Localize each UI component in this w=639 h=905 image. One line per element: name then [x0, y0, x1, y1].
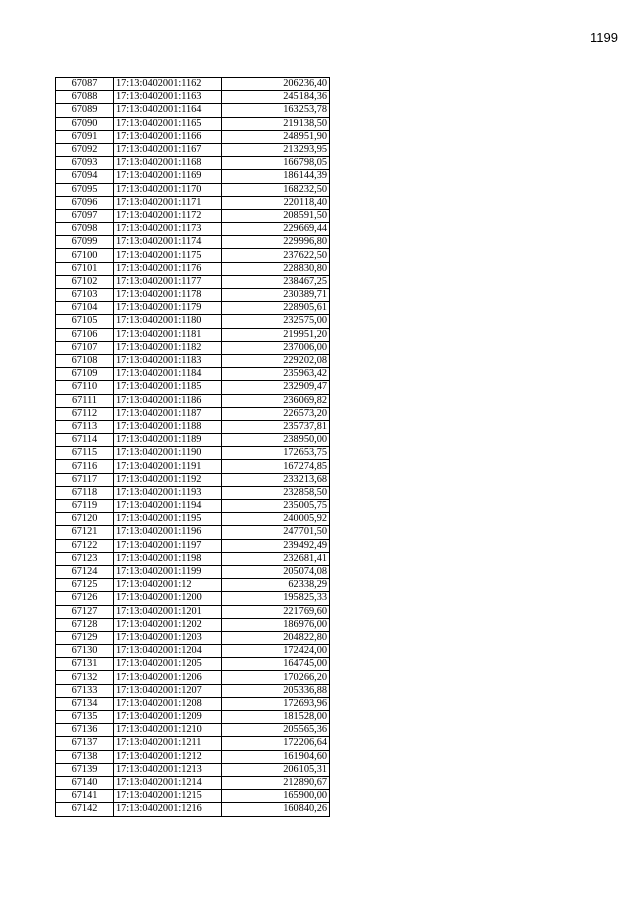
- cadastral-number: 17:13:0402001:1196: [114, 526, 222, 539]
- table-row: [56, 737, 330, 750]
- cadastral-value: 230389,71: [222, 289, 330, 302]
- cadastral-number: 17:13:0402001:1201: [114, 605, 222, 618]
- cadastral-number: 17:13:0402001:1168: [114, 157, 222, 170]
- row-number: 67094: [56, 170, 114, 183]
- cadastral-value: 248951,90: [222, 130, 330, 143]
- row-number: 67141: [56, 790, 114, 803]
- cadastral-number: 17:13:0402001:1175: [114, 249, 222, 262]
- row-number: 67126: [56, 592, 114, 605]
- cadastral-number: 17:13:0402001:1202: [114, 618, 222, 631]
- row-number: 67130: [56, 645, 114, 658]
- cadastral-number: 17:13:0402001:1199: [114, 565, 222, 578]
- cadastral-value: 213293,95: [222, 143, 330, 156]
- registry-table-body: [56, 78, 330, 817]
- cadastral-value: 206236,40: [222, 78, 330, 91]
- cadastral-value: 219138,50: [222, 117, 330, 130]
- cadastral-value: 229202,08: [222, 354, 330, 367]
- table-row: [56, 91, 330, 104]
- table-row: [56, 790, 330, 803]
- cadastral-value: 204822,80: [222, 631, 330, 644]
- row-number: 67105: [56, 315, 114, 328]
- cadastral-number: 17:13:0402001:1212: [114, 750, 222, 763]
- cadastral-value: 170266,20: [222, 671, 330, 684]
- row-number: 67121: [56, 526, 114, 539]
- cadastral-value: 237006,00: [222, 341, 330, 354]
- table-row: [56, 420, 330, 433]
- table-row: [56, 170, 330, 183]
- row-number: 67120: [56, 513, 114, 526]
- table-row: [56, 513, 330, 526]
- cadastral-value: 62338,29: [222, 579, 330, 592]
- cadastral-value: 239492,49: [222, 539, 330, 552]
- row-number: 67129: [56, 631, 114, 644]
- row-number: 67103: [56, 289, 114, 302]
- cadastral-value: 235963,42: [222, 368, 330, 381]
- cadastral-number: 17:13:0402001:1169: [114, 170, 222, 183]
- table-row: [56, 579, 330, 592]
- cadastral-value: 164745,00: [222, 658, 330, 671]
- cadastral-number: 17:13:0402001:1167: [114, 143, 222, 156]
- cadastral-number: 17:13:0402001:1189: [114, 434, 222, 447]
- cadastral-value: 228830,80: [222, 262, 330, 275]
- table-row: [56, 776, 330, 789]
- cadastral-value: 237622,50: [222, 249, 330, 262]
- cadastral-value: 212890,67: [222, 776, 330, 789]
- cadastral-value: 205336,88: [222, 684, 330, 697]
- table-row: [56, 183, 330, 196]
- row-number: 67136: [56, 724, 114, 737]
- page-number: 1199: [590, 30, 618, 45]
- cadastral-value: 238467,25: [222, 275, 330, 288]
- row-number: 67133: [56, 684, 114, 697]
- cadastral-value: 235737,81: [222, 420, 330, 433]
- row-number: 67122: [56, 539, 114, 552]
- table-row: [56, 631, 330, 644]
- row-number: 67087: [56, 78, 114, 91]
- row-number: 67135: [56, 711, 114, 724]
- row-number: 67099: [56, 236, 114, 249]
- row-number: 67119: [56, 500, 114, 513]
- cadastral-number: 17:13:0402001:1163: [114, 91, 222, 104]
- cadastral-number: 17:13:0402001:1195: [114, 513, 222, 526]
- row-number: 67131: [56, 658, 114, 671]
- cadastral-number: 17:13:0402001:1206: [114, 671, 222, 684]
- cadastral-number: 17:13:0402001:1210: [114, 724, 222, 737]
- table-row: [56, 697, 330, 710]
- table-row: [56, 803, 330, 816]
- table-row: [56, 684, 330, 697]
- cadastral-value: 245184,36: [222, 91, 330, 104]
- cadastral-number: 17:13:0402001:1207: [114, 684, 222, 697]
- row-number: 67098: [56, 223, 114, 236]
- table-row: [56, 368, 330, 381]
- cadastral-number: 17:13:0402001:1215: [114, 790, 222, 803]
- cadastral-number: 17:13:0402001:1198: [114, 552, 222, 565]
- row-number: 67115: [56, 447, 114, 460]
- cadastral-number: 17:13:0402001:1179: [114, 302, 222, 315]
- cadastral-number: 17:13:0402001:1170: [114, 183, 222, 196]
- cadastral-value: 172206,64: [222, 737, 330, 750]
- cadastral-number: 17:13:0402001:1204: [114, 645, 222, 658]
- cadastral-number: 17:13:0402001:1177: [114, 275, 222, 288]
- table-row: [56, 724, 330, 737]
- table-row: [56, 500, 330, 513]
- cadastral-value: 166798,05: [222, 157, 330, 170]
- table-row: [56, 223, 330, 236]
- row-number: 67114: [56, 434, 114, 447]
- row-number: 67109: [56, 368, 114, 381]
- cadastral-number: 17:13:0402001:1173: [114, 223, 222, 236]
- cadastral-value: 228905,61: [222, 302, 330, 315]
- row-number: 67111: [56, 394, 114, 407]
- cadastral-value: 195825,33: [222, 592, 330, 605]
- cadastral-number: 17:13:0402001:1166: [114, 130, 222, 143]
- row-number: 67138: [56, 750, 114, 763]
- table-row: [56, 671, 330, 684]
- cadastral-value: 238950,00: [222, 434, 330, 447]
- cadastral-value: 208591,50: [222, 209, 330, 222]
- cadastral-value: 160840,26: [222, 803, 330, 816]
- table-row: [56, 658, 330, 671]
- row-number: 67091: [56, 130, 114, 143]
- table-row: [56, 302, 330, 315]
- cadastral-value: 247701,50: [222, 526, 330, 539]
- table-row: [56, 605, 330, 618]
- table-row: [56, 394, 330, 407]
- row-number: 67112: [56, 407, 114, 420]
- row-number: 67134: [56, 697, 114, 710]
- cadastral-number: 17:13:0402001:1194: [114, 500, 222, 513]
- row-number: 67132: [56, 671, 114, 684]
- table-row: [56, 341, 330, 354]
- cadastral-value: 232575,00: [222, 315, 330, 328]
- cadastral-value: 186976,00: [222, 618, 330, 631]
- cadastral-number: 17:13:0402001:1197: [114, 539, 222, 552]
- cadastral-number: 17:13:0402001:1178: [114, 289, 222, 302]
- table-row: [56, 526, 330, 539]
- cadastral-value: 221769,60: [222, 605, 330, 618]
- cadastral-value: 240005,92: [222, 513, 330, 526]
- cadastral-value: 236069,82: [222, 394, 330, 407]
- cadastral-value: 167274,85: [222, 460, 330, 473]
- cadastral-number: 17:13:0402001:1188: [114, 420, 222, 433]
- cadastral-number: 17:13:0402001:1174: [114, 236, 222, 249]
- cadastral-number: 17:13:0402001:1183: [114, 354, 222, 367]
- table-row: [56, 618, 330, 631]
- cadastral-number: 17:13:0402001:1203: [114, 631, 222, 644]
- cadastral-number: 17:13:0402001:1162: [114, 78, 222, 91]
- table-row: [56, 354, 330, 367]
- cadastral-value: 165900,00: [222, 790, 330, 803]
- cadastral-value: 232858,50: [222, 486, 330, 499]
- table-row: [56, 289, 330, 302]
- cadastral-value: 161904,60: [222, 750, 330, 763]
- registry-table: [55, 77, 330, 817]
- row-number: 67089: [56, 104, 114, 117]
- row-number: 67108: [56, 354, 114, 367]
- row-number: 67101: [56, 262, 114, 275]
- row-number: 67088: [56, 91, 114, 104]
- cadastral-number: 17:13:0402001:1192: [114, 473, 222, 486]
- row-number: 67107: [56, 341, 114, 354]
- row-number: 67118: [56, 486, 114, 499]
- table-row: [56, 711, 330, 724]
- table-row: [56, 130, 330, 143]
- cadastral-value: 219951,20: [222, 328, 330, 341]
- cadastral-value: 205565,36: [222, 724, 330, 737]
- cadastral-number: 17:13:0402001:1187: [114, 407, 222, 420]
- row-number: 67090: [56, 117, 114, 130]
- table-row: [56, 473, 330, 486]
- table-row: [56, 315, 330, 328]
- cadastral-value: 232681,41: [222, 552, 330, 565]
- table-row: [56, 143, 330, 156]
- row-number: 67142: [56, 803, 114, 816]
- cadastral-number: 17:13:0402001:12: [114, 579, 222, 592]
- row-number: 67123: [56, 552, 114, 565]
- table-row: [56, 157, 330, 170]
- row-number: 67093: [56, 157, 114, 170]
- cadastral-number: 17:13:0402001:1209: [114, 711, 222, 724]
- cadastral-number: 17:13:0402001:1214: [114, 776, 222, 789]
- row-number: 67124: [56, 565, 114, 578]
- row-number: 67095: [56, 183, 114, 196]
- table-row: [56, 328, 330, 341]
- cadastral-number: 17:13:0402001:1208: [114, 697, 222, 710]
- table-row: [56, 117, 330, 130]
- cadastral-number: 17:13:0402001:1172: [114, 209, 222, 222]
- row-number: 67128: [56, 618, 114, 631]
- table-row: [56, 592, 330, 605]
- cadastral-value: 168232,50: [222, 183, 330, 196]
- cadastral-value: 233213,68: [222, 473, 330, 486]
- row-number: 67125: [56, 579, 114, 592]
- cadastral-number: 17:13:0402001:1190: [114, 447, 222, 460]
- cadastral-number: 17:13:0402001:1213: [114, 763, 222, 776]
- cadastral-value: 226573,20: [222, 407, 330, 420]
- table-row: [56, 407, 330, 420]
- table-row: [56, 104, 330, 117]
- cadastral-value: 220118,40: [222, 196, 330, 209]
- row-number: 67117: [56, 473, 114, 486]
- row-number: 67096: [56, 196, 114, 209]
- table-row: [56, 209, 330, 222]
- row-number: 67139: [56, 763, 114, 776]
- table-row: [56, 249, 330, 262]
- cadastral-value: 232909,47: [222, 381, 330, 394]
- cadastral-value: 206105,31: [222, 763, 330, 776]
- cadastral-number: 17:13:0402001:1176: [114, 262, 222, 275]
- table-row: [56, 565, 330, 578]
- cadastral-number: 17:13:0402001:1191: [114, 460, 222, 473]
- row-number: 67106: [56, 328, 114, 341]
- cadastral-value: 186144,39: [222, 170, 330, 183]
- table-row: [56, 78, 330, 91]
- row-number: 67113: [56, 420, 114, 433]
- cadastral-number: 17:13:0402001:1185: [114, 381, 222, 394]
- cadastral-value: 181528,00: [222, 711, 330, 724]
- cadastral-value: 163253,78: [222, 104, 330, 117]
- row-number: 67097: [56, 209, 114, 222]
- row-number: 67092: [56, 143, 114, 156]
- table-row: [56, 750, 330, 763]
- row-number: 67116: [56, 460, 114, 473]
- cadastral-number: 17:13:0402001:1182: [114, 341, 222, 354]
- row-number: 67110: [56, 381, 114, 394]
- row-number: 67104: [56, 302, 114, 315]
- table-row: [56, 645, 330, 658]
- cadastral-number: 17:13:0402001:1211: [114, 737, 222, 750]
- table-row: [56, 539, 330, 552]
- cadastral-value: 172693,96: [222, 697, 330, 710]
- cadastral-number: 17:13:0402001:1165: [114, 117, 222, 130]
- table-row: [56, 434, 330, 447]
- cadastral-value: 205074,08: [222, 565, 330, 578]
- cadastral-number: 17:13:0402001:1186: [114, 394, 222, 407]
- cadastral-number: 17:13:0402001:1193: [114, 486, 222, 499]
- row-number: 67137: [56, 737, 114, 750]
- table-row: [56, 460, 330, 473]
- cadastral-number: 17:13:0402001:1180: [114, 315, 222, 328]
- table-row: [56, 262, 330, 275]
- cadastral-value: 229669,44: [222, 223, 330, 236]
- cadastral-number: 17:13:0402001:1205: [114, 658, 222, 671]
- table-row: [56, 381, 330, 394]
- table-row: [56, 196, 330, 209]
- cadastral-number: 17:13:0402001:1171: [114, 196, 222, 209]
- cadastral-value: 229996,80: [222, 236, 330, 249]
- cadastral-number: 17:13:0402001:1181: [114, 328, 222, 341]
- table-row: [56, 552, 330, 565]
- table-row: [56, 763, 330, 776]
- row-number: 67140: [56, 776, 114, 789]
- row-number: 67127: [56, 605, 114, 618]
- cadastral-number: 17:13:0402001:1216: [114, 803, 222, 816]
- cadastral-number: 17:13:0402001:1164: [114, 104, 222, 117]
- table-row: [56, 275, 330, 288]
- cadastral-number: 17:13:0402001:1200: [114, 592, 222, 605]
- cadastral-number: 17:13:0402001:1184: [114, 368, 222, 381]
- cadastral-value: 235005,75: [222, 500, 330, 513]
- cadastral-value: 172653,75: [222, 447, 330, 460]
- table-row: [56, 236, 330, 249]
- table-row: [56, 486, 330, 499]
- table-row: [56, 447, 330, 460]
- cadastral-value: 172424,00: [222, 645, 330, 658]
- row-number: 67100: [56, 249, 114, 262]
- row-number: 67102: [56, 275, 114, 288]
